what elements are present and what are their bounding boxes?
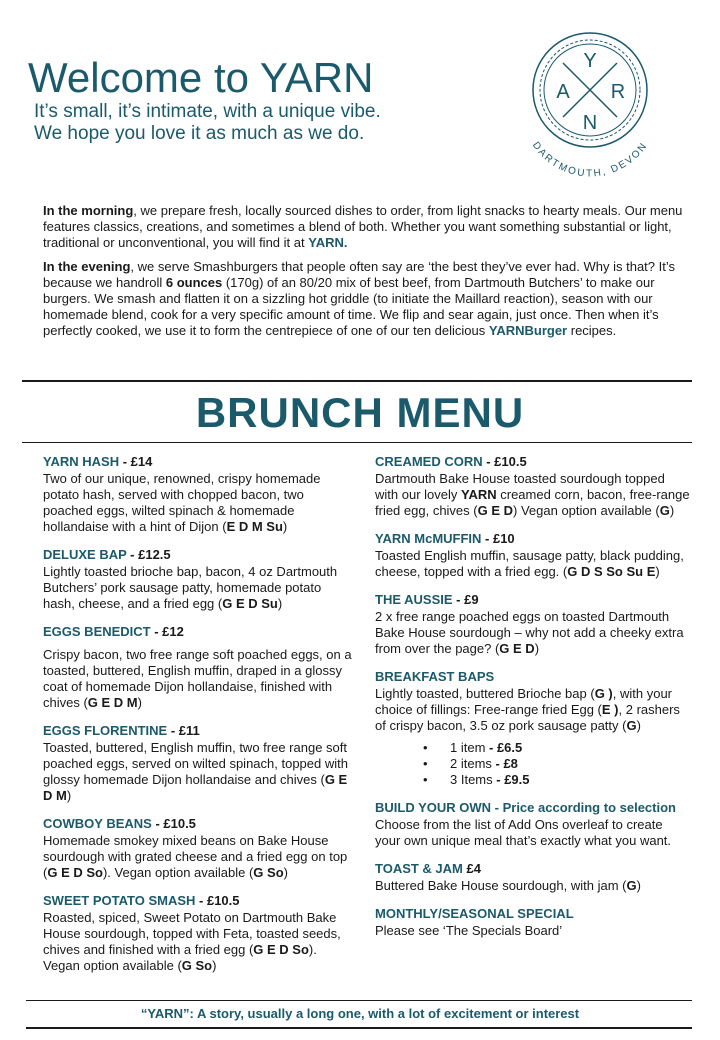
menu-item-eggs-benedict: EGGS BENEDICT - £12 Crispy bacon, two free range soft poached eggs, on a toasted, buttered, English muffin, draped in a glossy coat of homemade Dijon hollandaise, finished with chives (G E D M) xyxy=(43,624,352,710)
menu-item-toast-jam: TOAST & JAM £4 Buttered Bake House sourdough, with jam (G) xyxy=(375,861,641,893)
list-item: • 1 item - £6.5 xyxy=(423,740,690,756)
bap-options-list xyxy=(423,740,690,788)
menu-item-creamed-corn: CREAMED CORN - £10.5 Dartmouth Bake House toasted sourdough topped with our lovely YARN creamed corn, bacon, free-range fried egg, chives (G E D) Vegan option available (G) xyxy=(375,454,690,518)
logo-letter-a: A xyxy=(556,81,570,103)
tagline-2: We hope you love it as much as we do. xyxy=(34,123,365,144)
intro-morning: In the morning, we prepare fresh, locally sourced dishes to order, from light snacks to hearty meals. Our menu features classics, creations, and sometimes a blend of both. Whether you want something substantial or light, traditional or unconventional, you will find it at YARN. xyxy=(43,203,683,250)
menu-item-eggs-florentine: EGGS FLORENTINE - £11 Toasted, buttered, English muffin, two free range soft poached eggs, served on wilted spinach, topped with glossy homemade Dijon hollandaise and chives (G E D M) xyxy=(43,723,348,803)
yarn-logo xyxy=(505,22,675,192)
list-item: • 3 Items - £9.5 xyxy=(423,772,690,788)
logo-letter-y: Y xyxy=(583,50,597,72)
menu-item-seasonal-special: MONTHLY/SEASONAL SPECIAL Please see ‘The Specials Board’ xyxy=(375,906,574,938)
menu-column-right xyxy=(375,454,690,951)
divider-footer-top xyxy=(26,1000,692,1001)
divider-footer-bottom xyxy=(26,1027,692,1029)
header xyxy=(0,0,720,190)
menu-item-yarn-hash: YARN HASH - £14 Two of our unique, renowned, crispy homemade potato hash, served with chopped bacon, two poached eggs, wilted spinach & homemade hollandaise with a hint of Dijon (E D M Su) xyxy=(43,454,321,534)
tagline-1: It’s small, it’s intimate, with a unique vibe. xyxy=(34,101,381,122)
logo-letter-r: R xyxy=(610,81,626,103)
logo-letter-n: N xyxy=(582,112,598,134)
intro-text xyxy=(43,203,683,347)
intro-evening: In the evening, we serve Smashburgers that people often say are ‘the best they’ve ever had. Why is that? It’s because we handroll 6 ounces (170g) of an 80/20 mix of best beef, from Dartmouth Butchers’ to make our burgers. We smash and flatten it on a sizzling hot griddle (to initiate the Maillard reaction), season with our homemade blend, cook for a very specific amount of time. We flip and sear again, just once. Then when it’s perfectly cooked, we use it to form the centrepiece of one of our ten delicious YARNBurger recipes. xyxy=(43,259,676,338)
menu-item-sweet-potato-smash: SWEET POTATO SMASH - £10.5 Roasted, spiced, Sweet Potato on Dartmouth Bake House sourdough, topped with Feta, toasted seeds, chives and finished with a fried egg (G E D So). Vegan option available (G So) xyxy=(43,893,341,973)
divider-mid xyxy=(22,442,692,443)
menu-title: BRUNCH MENU xyxy=(195,389,525,436)
list-item: • 2 items - £8 xyxy=(423,756,690,772)
divider-top xyxy=(22,380,692,382)
menu-item-build-your-own: BUILD YOUR OWN - Price according to selection Choose from the list of Add Ons overleaf to create your own unique meal that’s exactly what you want. xyxy=(375,800,676,848)
menu-item-the-aussie: THE AUSSIE - £9 2 x free range poached eggs on toasted Dartmouth Bake House sourdough – why not add a cheeky extra from over the page? (G E D) xyxy=(375,592,684,656)
menu-column-left xyxy=(43,454,355,986)
menu-item-deluxe-bap: DELUXE BAP - £12.5 Lightly toasted brioche bap, bacon, 4 oz Dartmouth Butchers’ pork sausage patty, homemade potato hash, cheese, and a fried egg (G E D Su) xyxy=(43,547,338,611)
logo-location: DARTMOUTH, DEVON xyxy=(529,140,651,180)
menu-item-cowboy-beans: COWBOY BEANS - £10.5 Homemade smokey mixed beans on Bake House sourdough with grated cheese and a fried egg on top (G E D So). Vegan option available (G So) xyxy=(43,816,348,880)
footer-definition: “YARN”: A story, usually a long one, with a lot of excitement or interest xyxy=(140,1006,580,1021)
menu-item-yarn-mcmuffin: YARN McMUFFIN - £10 Toasted English muffin, sausage patty, black pudding, cheese, topped with a fried egg. (G D S So Su E) xyxy=(375,531,684,579)
svg-text:DARTMOUTH, DEVON xyxy=(530,140,650,179)
page-title: Welcome to YARN xyxy=(28,54,374,101)
menu-item-breakfast-baps: BREAKFAST BAPS Lightly toasted, buttered Brioche bap (G ), with your choice of fillings: Free-range fried Egg (E ), 2 rashers of crispy bacon, 3.5 oz pork sausage patty (G) • 1 item - £6.5 • 2 items - £8 • 3 Items - £9.5 xyxy=(375,669,690,788)
